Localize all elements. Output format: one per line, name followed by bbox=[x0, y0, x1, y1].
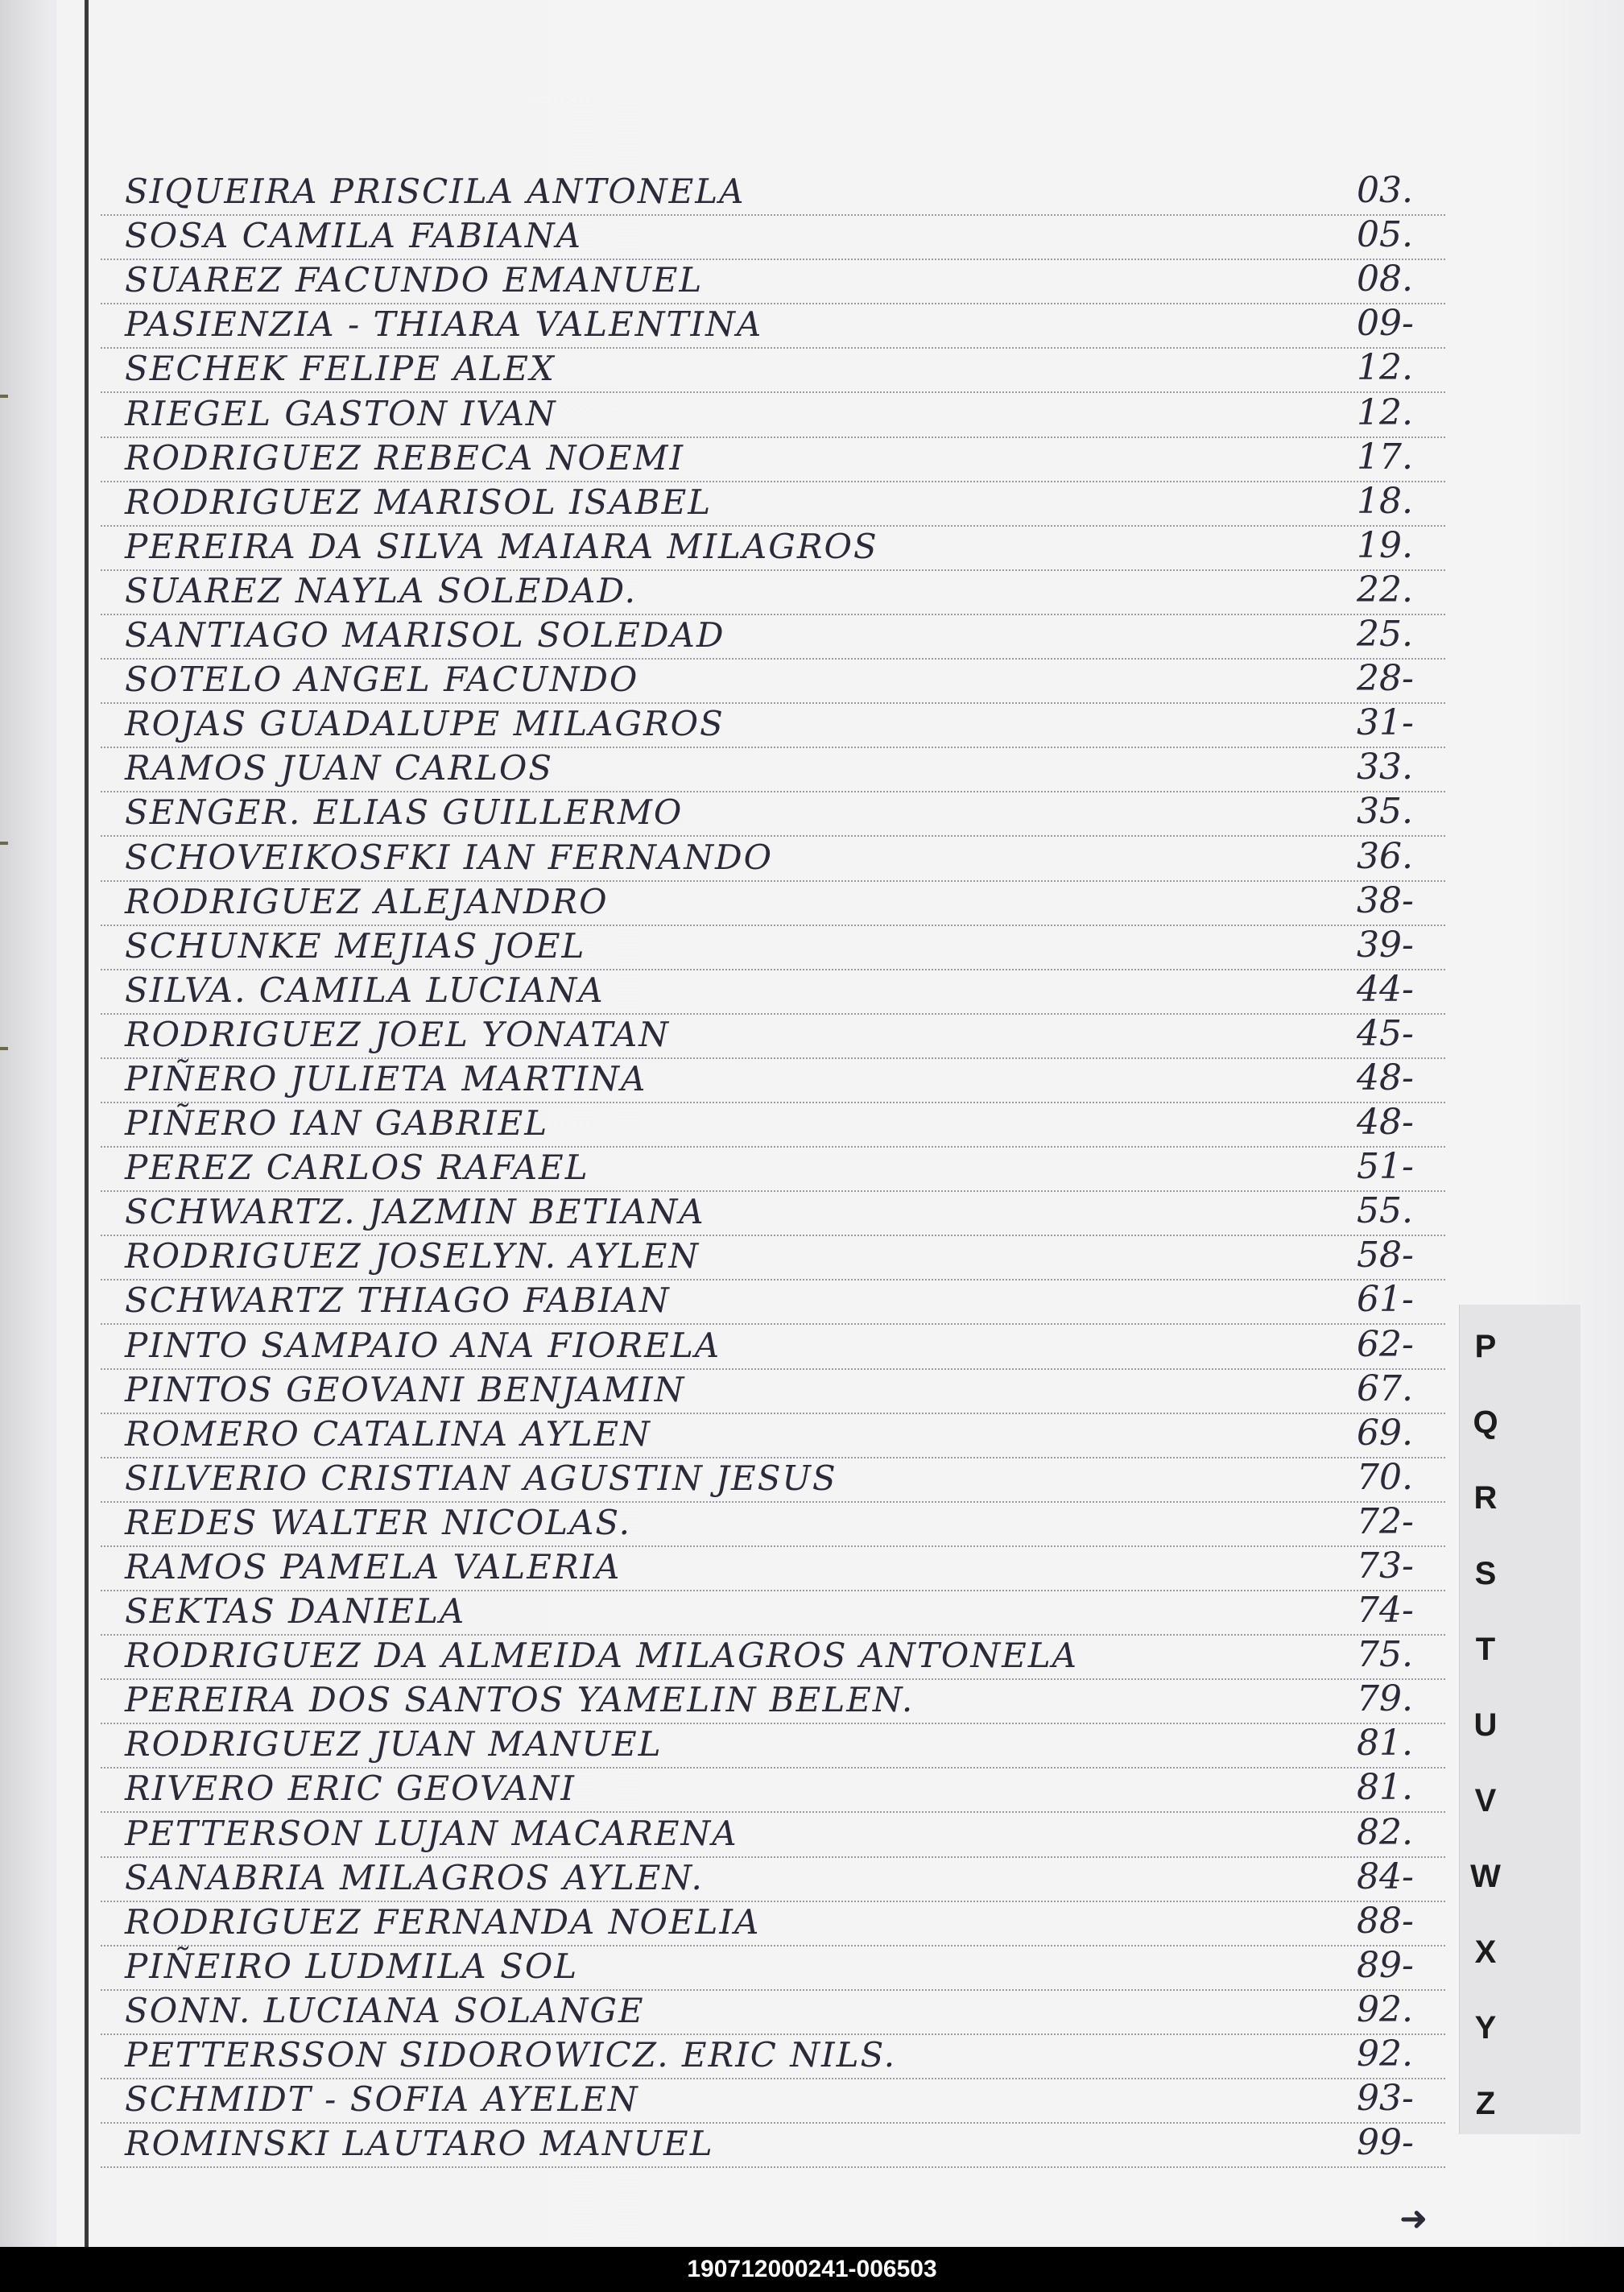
list-item bbox=[101, 216, 1445, 260]
entry-name: SCHUNKE MEJIAS JOEL bbox=[125, 925, 586, 966]
entry-name: ROMERO CATALINA AYLEN bbox=[125, 1413, 651, 1454]
entry-number: 51- bbox=[1357, 1146, 1414, 1188]
entry-name: SOSA CAMILA FABIANA bbox=[125, 216, 582, 256]
entry-number: 81. bbox=[1357, 1767, 1413, 1809]
list-item bbox=[101, 1367, 1445, 1414]
entry-number: 62- bbox=[1357, 1323, 1414, 1365]
entry-name: RODRIGUEZ ALEJANDRO bbox=[125, 881, 609, 921]
entry-name: SCHOVEIKOSFKI IAN FERNANDO bbox=[125, 837, 774, 877]
list-item bbox=[101, 438, 1445, 482]
entry-number: 18. bbox=[1357, 480, 1413, 522]
entry-number: 36. bbox=[1357, 835, 1413, 877]
index-letter: S bbox=[1474, 1556, 1497, 1591]
margin-line bbox=[85, 0, 89, 2247]
list-item bbox=[101, 1148, 1445, 1192]
list-item bbox=[101, 524, 1445, 571]
entry-number: 61- bbox=[1357, 1279, 1414, 1321]
entry-name: PETTERSSON SIDOROWICZ. ERIC NILS. bbox=[125, 2035, 897, 2075]
scan-id-footer: 190712000241-006503 bbox=[0, 2247, 1624, 2292]
list-item bbox=[101, 393, 1445, 437]
entry-name: SCHMIDT - SOFIA AYELEN bbox=[125, 2079, 639, 2120]
entry-number: 58- bbox=[1357, 1235, 1414, 1276]
entry-name: REDES WALTER NICOLAS. bbox=[125, 1502, 632, 1542]
entry-name: RAMOS PAMELA VALERIA bbox=[125, 1547, 622, 1587]
list-item bbox=[101, 1680, 1445, 1724]
list-item bbox=[101, 304, 1445, 349]
entry-name: RODRIGUEZ REBECA NOEMI bbox=[125, 437, 685, 478]
entry-number: 92. bbox=[1357, 1988, 1413, 2030]
entry-name: PEREZ CARLOS RAFAEL bbox=[125, 1148, 589, 1188]
list-item bbox=[101, 1059, 1445, 1103]
entry-name: SILVERIO CRISTIAN AGUSTIN JESUS bbox=[125, 1458, 837, 1498]
entry-name: SECHEK FELIPE ALEX bbox=[125, 349, 556, 389]
entry-name: SUAREZ FACUNDO EMANUEL bbox=[125, 260, 704, 300]
entry-name: PIÑERO IAN GABRIEL bbox=[125, 1103, 549, 1144]
entry-number: 05. bbox=[1357, 214, 1413, 256]
index-letter: R bbox=[1473, 1480, 1498, 1516]
entry-number: 12. bbox=[1357, 391, 1413, 433]
index-letter: Z bbox=[1475, 2086, 1496, 2121]
entry-name: RIVERO ERIC GEOVANI bbox=[125, 1769, 576, 1809]
list-item bbox=[101, 172, 1445, 216]
entry-number: 81. bbox=[1357, 1723, 1413, 1765]
entry-number: 74- bbox=[1357, 1590, 1414, 1632]
entry-name: SENGER. ELIAS GUILLERMO bbox=[125, 792, 684, 833]
entry-number: 79. bbox=[1357, 1678, 1413, 1720]
list-item bbox=[101, 2124, 1445, 2168]
entry-name: RODRIGUEZ JOSELYN. AYLEN bbox=[125, 1236, 700, 1276]
entry-number: 19. bbox=[1357, 524, 1413, 566]
entry-name: SONN. LUCIANA SOLANGE bbox=[125, 1990, 645, 2030]
entry-name: ROMINSKI LAUTARO MANUEL bbox=[125, 2124, 714, 2164]
list-item bbox=[101, 837, 1445, 881]
entry-number: 82. bbox=[1357, 1811, 1413, 1853]
entry-number: 17. bbox=[1357, 436, 1413, 478]
entry-number: 69. bbox=[1357, 1412, 1413, 1454]
entry-number: 48- bbox=[1357, 1057, 1414, 1098]
list-item bbox=[101, 1458, 1445, 1503]
list-item bbox=[101, 1813, 1445, 1857]
list-item bbox=[101, 1988, 1445, 2035]
entry-number: 93- bbox=[1357, 2078, 1414, 2120]
left-margin-mark bbox=[0, 842, 8, 845]
list-item bbox=[101, 1944, 1445, 1991]
list-item bbox=[101, 748, 1445, 792]
entry-number: 45- bbox=[1357, 1012, 1414, 1054]
entry-name: SILVA. CAMILA LUCIANA bbox=[125, 970, 605, 1010]
list-item bbox=[101, 792, 1445, 837]
list-item bbox=[101, 349, 1445, 393]
entry-number: 28- bbox=[1357, 658, 1414, 700]
index-letter: T bbox=[1475, 1632, 1496, 1667]
entry-name: SUAREZ NAYLA SOLEDAD. bbox=[125, 570, 637, 610]
entry-name: SOTELO ANGEL FACUNDO bbox=[125, 660, 639, 700]
entry-number: 92. bbox=[1357, 2033, 1413, 2075]
list-item bbox=[101, 571, 1445, 615]
entry-name: PEREIRA DA SILVA MAIARA MILAGROS bbox=[125, 526, 878, 566]
entry-number: 38- bbox=[1357, 879, 1414, 921]
list-item bbox=[101, 1280, 1445, 1325]
entry-number: 48- bbox=[1357, 1102, 1414, 1144]
index-letter: V bbox=[1474, 1783, 1497, 1818]
entry-number: 88- bbox=[1357, 1900, 1414, 1942]
entry-name: PINTOS GEOVANI BENJAMIN bbox=[125, 1369, 686, 1409]
list-item bbox=[101, 1192, 1445, 1236]
continuation-arrow-icon: ➜ bbox=[1399, 2199, 1428, 2238]
left-margin-mark bbox=[0, 1047, 8, 1050]
list-item bbox=[101, 615, 1445, 660]
entry-number: 25. bbox=[1357, 614, 1413, 656]
entry-name: SCHWARTZ THIAGO FABIAN bbox=[125, 1280, 671, 1321]
entry-number: 67. bbox=[1357, 1367, 1413, 1409]
list-item bbox=[101, 1103, 1445, 1148]
entry-number: 08. bbox=[1357, 259, 1413, 300]
list-item bbox=[101, 1636, 1445, 1680]
list-item bbox=[101, 1858, 1445, 1902]
entry-name: SEKTAS DANIELA bbox=[125, 1591, 466, 1632]
entry-number: 39- bbox=[1357, 924, 1414, 966]
index-letter: Y bbox=[1474, 2010, 1497, 2046]
entry-name: RODRIGUEZ JOEL YONATAN bbox=[125, 1014, 670, 1054]
left-margin-mark bbox=[0, 395, 8, 398]
entry-number: 22. bbox=[1357, 569, 1413, 610]
entry-name: SCHWARTZ. JAZMIN BETIANA bbox=[125, 1192, 705, 1232]
list-item bbox=[101, 660, 1445, 704]
entry-number: 35. bbox=[1357, 791, 1413, 833]
list-item bbox=[101, 970, 1445, 1015]
entry-name: RAMOS JUAN CARLOS bbox=[125, 748, 554, 788]
entry-number: 99- bbox=[1357, 2122, 1414, 2164]
index-letter: Q bbox=[1473, 1405, 1498, 1440]
list-item bbox=[101, 1547, 1445, 1591]
entry-name: SANTIAGO MARISOL SOLEDAD bbox=[125, 615, 725, 656]
entry-number: 03. bbox=[1357, 170, 1413, 212]
entry-name: RODRIGUEZ DA ALMEIDA MILAGROS ANTONELA bbox=[125, 1636, 1078, 1676]
entry-number: 44- bbox=[1357, 968, 1414, 1010]
entry-list bbox=[101, 172, 1445, 2168]
index-letter: W bbox=[1470, 1859, 1501, 1894]
list-item bbox=[101, 260, 1445, 304]
list-item bbox=[101, 2079, 1445, 2124]
list-item bbox=[101, 879, 1445, 926]
list-item bbox=[101, 2035, 1445, 2079]
list-item bbox=[101, 1236, 1445, 1280]
index-letter: U bbox=[1473, 1707, 1498, 1743]
entry-number: 31- bbox=[1357, 702, 1414, 744]
entry-name: SIQUEIRA PRISCILA ANTONELA bbox=[125, 172, 746, 212]
list-item bbox=[101, 1769, 1445, 1813]
entry-number: 70. bbox=[1357, 1456, 1413, 1498]
entry-name: RIEGEL GASTON IVAN bbox=[125, 393, 557, 433]
entry-number: 75. bbox=[1357, 1634, 1413, 1676]
entry-number: 55. bbox=[1357, 1190, 1413, 1232]
binding-edge bbox=[0, 0, 56, 2247]
entry-name: PETTERSON LUJAN MACARENA bbox=[125, 1813, 738, 1853]
entry-number: 72- bbox=[1357, 1500, 1414, 1542]
entry-number: 84- bbox=[1357, 1856, 1414, 1897]
list-item bbox=[101, 1325, 1445, 1369]
list-item bbox=[101, 482, 1445, 527]
entry-name: ROJAS GUADALUPE MILAGROS bbox=[125, 704, 725, 744]
entry-name: RODRIGUEZ MARISOL ISABEL bbox=[125, 482, 713, 522]
entry-number: 12. bbox=[1357, 347, 1413, 389]
list-item bbox=[101, 1902, 1445, 1947]
entry-number: 73- bbox=[1357, 1545, 1414, 1587]
entry-name: RODRIGUEZ FERNANDA NOELIA bbox=[125, 1901, 761, 1942]
list-item bbox=[101, 704, 1445, 748]
list-item bbox=[101, 1500, 1445, 1547]
list-item bbox=[101, 1012, 1445, 1059]
list-item bbox=[101, 1591, 1445, 1636]
entry-number: 33. bbox=[1357, 747, 1413, 788]
entry-name: SANABRIA MILAGROS AYLEN. bbox=[125, 1857, 704, 1897]
index-letter: X bbox=[1474, 1934, 1497, 1970]
list-item bbox=[101, 926, 1445, 970]
entry-name: RODRIGUEZ JUAN MANUEL bbox=[125, 1724, 663, 1765]
entry-name: PEREIRA DOS SANTOS YAMELIN BELEN. bbox=[125, 1680, 915, 1720]
list-item bbox=[101, 1414, 1445, 1458]
index-letter: P bbox=[1474, 1329, 1497, 1364]
entry-number: 89- bbox=[1357, 1944, 1414, 1986]
entry-name: PINTO SAMPAIO ANA FIORELA bbox=[125, 1325, 721, 1365]
entry-number: 09- bbox=[1357, 303, 1414, 345]
entry-name: PIÑEIRO LUDMILA SOL bbox=[125, 1946, 579, 1986]
list-item bbox=[101, 1724, 1445, 1769]
entry-name: PIÑERO JULIETA MARTINA bbox=[125, 1058, 647, 1098]
entry-name: PASIENZIA - THIARA VALENTINA bbox=[125, 304, 763, 345]
alphabet-index bbox=[1469, 1329, 1502, 2162]
